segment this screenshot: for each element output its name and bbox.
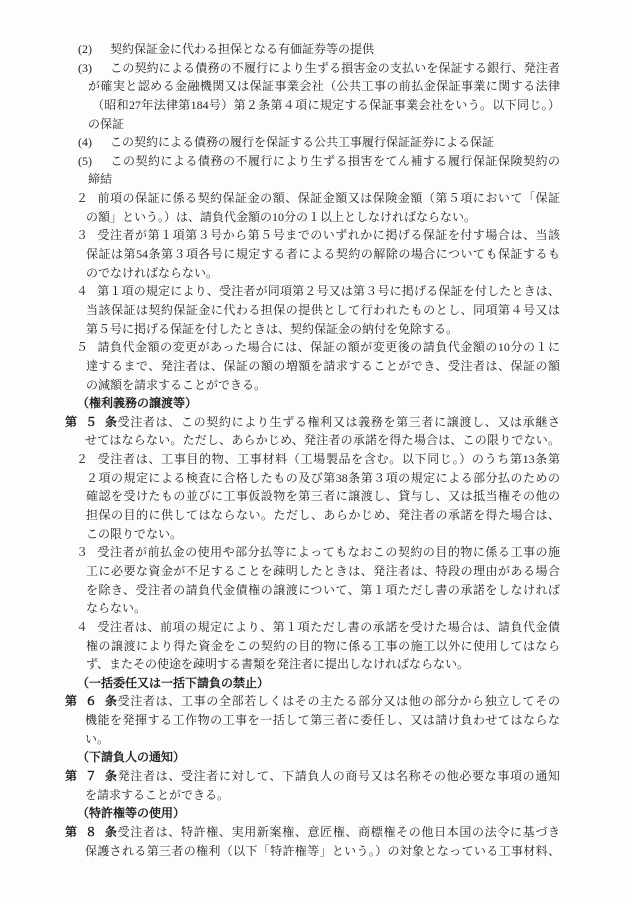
paragraph-number: ３ — [76, 228, 89, 243]
document-line — [0, 487, 630, 506]
item-number: (4) — [78, 135, 92, 150]
article-number: 第５条 — [65, 414, 117, 429]
section-heading — [0, 674, 630, 693]
line-text: ず、またその使途を疎明する書類を発注者に提出しなければならない。 — [86, 657, 470, 672]
document-line — [0, 581, 630, 600]
document-line — [0, 208, 630, 227]
document-line — [0, 189, 630, 208]
line-text: 権の譲渡により得た資金をこの契約の目的物に係る工事の施工以外に使用してはなら — [86, 638, 560, 653]
article-number: 第６条 — [65, 694, 117, 709]
paragraph-number: ５ — [76, 340, 89, 355]
document-line — [0, 170, 630, 189]
document-line — [0, 431, 630, 450]
document-line — [0, 245, 630, 264]
article-number: 第７条 — [65, 768, 117, 783]
line-text: この契約による債務の履行を保証する公共工事履行保証証券による保証 — [110, 135, 495, 150]
document-line — [0, 152, 630, 171]
document-line — [0, 543, 630, 562]
article-number: 第８条 — [65, 824, 117, 839]
article-line — [0, 767, 630, 786]
line-text: 機能を発揮する工作物の工事を一括して第三者に委任し、又は請け負わせてはならな — [85, 713, 560, 728]
paragraph-number: ２ — [76, 452, 89, 467]
line-text: 請負代金額の変更があった場合には、保証の額が変更後の請負代金額の10分の１に — [97, 340, 560, 355]
line-text: 契約保証金に代わる担保となる有価証券等の提供 — [110, 42, 375, 56]
line-text: 確認を受けたもの並びに工事仮設物を第三者に譲渡し、貸与し、又は抵当権その他の — [86, 489, 560, 504]
document-line — [0, 730, 630, 749]
paragraph-number: ３ — [76, 545, 89, 560]
line-text: 前項の保証に係る契約保証金の額、保証金額又は保険金額（第５項において「保証 — [97, 191, 560, 206]
document-line — [0, 376, 630, 395]
document-line — [0, 637, 630, 656]
line-text: この契約による債務の不履行により生ずる損害をてん補する履行保証保険契約の — [110, 153, 560, 168]
document-line — [0, 264, 630, 283]
document-line — [0, 338, 630, 357]
document-line — [0, 226, 630, 245]
document-line — [0, 711, 630, 730]
line-text: ならない。 — [86, 601, 147, 616]
section-heading — [0, 804, 630, 823]
paragraph-number: ４ — [76, 284, 89, 299]
document-body — [0, 40, 630, 860]
line-text: 受注者が前払金の使用や部分払等によってもなおこの契約の目的物に係る工事の施 — [97, 545, 560, 560]
line-text: 受注者は、特許権、実用新案権、意匠権、商標権その他日本国の法令に基づき — [117, 824, 560, 839]
document-line — [0, 77, 630, 96]
document-line — [0, 320, 630, 339]
line-text: 当該保証は契約保証金に代わる担保の提供として行われたものとし、同項第４号又は — [86, 302, 560, 317]
line-text: を請求することができる。 — [85, 787, 230, 802]
section-heading — [0, 748, 630, 767]
line-text: 保護される第三者の権利（以下「特許権等」という。）の対象となっている工事材料、 — [85, 843, 560, 858]
line-text: の減額を請求することができる。 — [86, 377, 267, 392]
line-text: 受注者は、この契約により生ずる権利又は義務を第三者に譲渡し、又は承継さ — [117, 414, 560, 429]
document-line — [0, 450, 630, 469]
line-text: 受注者は、前項の規定により、第１項ただし書の承諾を受けた場合は、請負代金債 — [97, 619, 560, 634]
item-number: (3) — [78, 60, 92, 75]
line-text: （昭和27年法律第184号）第２条第４項に規定する保証事業会社をいう。以下同じ。） — [92, 97, 560, 112]
article-line — [0, 413, 630, 432]
line-text: 担保の目的に供してはならない。ただし、あらかじめ、発注者の承諾を得た場合は、 — [86, 508, 560, 523]
document-line — [0, 599, 630, 618]
line-text: （特許権等の使用） — [77, 806, 186, 821]
document-line — [0, 786, 630, 805]
document-line — [0, 40, 630, 59]
line-text: 受注者は、工事目的物、工事材料（工場製品を含む。以下同じ。）のうち第13条第 — [97, 452, 560, 467]
document-line — [0, 618, 630, 637]
document-line — [0, 301, 630, 320]
line-text: （一括委任又は一括下請負の禁止） — [77, 675, 270, 690]
line-text: のでなければならない。 — [86, 265, 219, 280]
document-line — [0, 562, 630, 581]
line-text: せてはならない。ただし、あらかじめ、発注者の承諾を得た場合は、この限りでない。 — [85, 433, 560, 448]
line-text: の保証 — [88, 116, 125, 131]
paragraph-number: ４ — [76, 619, 89, 634]
line-text: この契約による債務の不履行により生ずる損害金の支払いを保証する銀行、発注者 — [110, 60, 560, 75]
line-text: 達するまで、発注者は、保証の額の増額を請求することができ、受注者は、保証の額 — [86, 358, 560, 373]
document-line — [0, 842, 630, 861]
line-text: の額」という。）は、請負代金額の10分の１以上としなければならない。 — [86, 209, 477, 224]
line-text: 第１項の規定により、受注者が同項第２号又は第３号に掲げる保証を付したときは、 — [97, 284, 560, 299]
document-line — [0, 469, 630, 488]
line-text: 保証は第54条第３項各号に規定する者による契約の解除の場合についても保証するも — [86, 247, 560, 262]
item-number: (5) — [78, 153, 92, 168]
document-line — [0, 525, 630, 544]
line-text: 工に必要な資金が不足することを疎明したときは、発注者は、特段の理由がある場合 — [86, 563, 560, 578]
document-line — [0, 115, 630, 134]
document-line — [0, 506, 630, 525]
document-line — [0, 357, 630, 376]
line-text: 締結 — [88, 172, 113, 187]
document-line — [0, 133, 630, 152]
document-line — [0, 655, 630, 674]
document-line — [0, 282, 630, 301]
line-text: 受注者が第１項第３号から第５号までのいずれかに掲げる保証を付す場合は、当該 — [97, 228, 560, 243]
line-text: 発注者は、受注者に対して、下請負人の商号又は名称その他必要な事項の通知 — [117, 768, 560, 783]
article-line — [0, 823, 630, 842]
line-text: 受注者は、工事の全部若しくはその主たる部分又は他の部分から独立してその — [117, 694, 560, 709]
document-line — [0, 59, 630, 78]
paragraph-number: ２ — [76, 191, 89, 206]
line-text: が確実と認める金融機関又は保証事業会社（公共工事の前払金保証事業に関する法律 — [88, 79, 560, 94]
line-text: を除き、受注者の請負代金債権の譲渡について、第１項ただし書の承諾をしなければ — [86, 582, 560, 597]
line-text: ２項の規定による検査に合格したもの及び第38条第３項の規定による部分払のための — [86, 470, 560, 485]
line-text: この限りでない。 — [86, 526, 183, 541]
line-text: い。 — [85, 731, 110, 746]
item-number: (2) — [78, 42, 92, 56]
section-heading — [0, 394, 630, 413]
line-text: （権利義務の譲渡等） — [77, 396, 198, 411]
line-text: （下請負人の通知） — [77, 750, 186, 765]
line-text: 第５号に掲げる保証を付したときは、契約保証金の納付を免除する。 — [86, 321, 459, 336]
document-line — [0, 96, 630, 115]
article-line — [0, 692, 630, 711]
